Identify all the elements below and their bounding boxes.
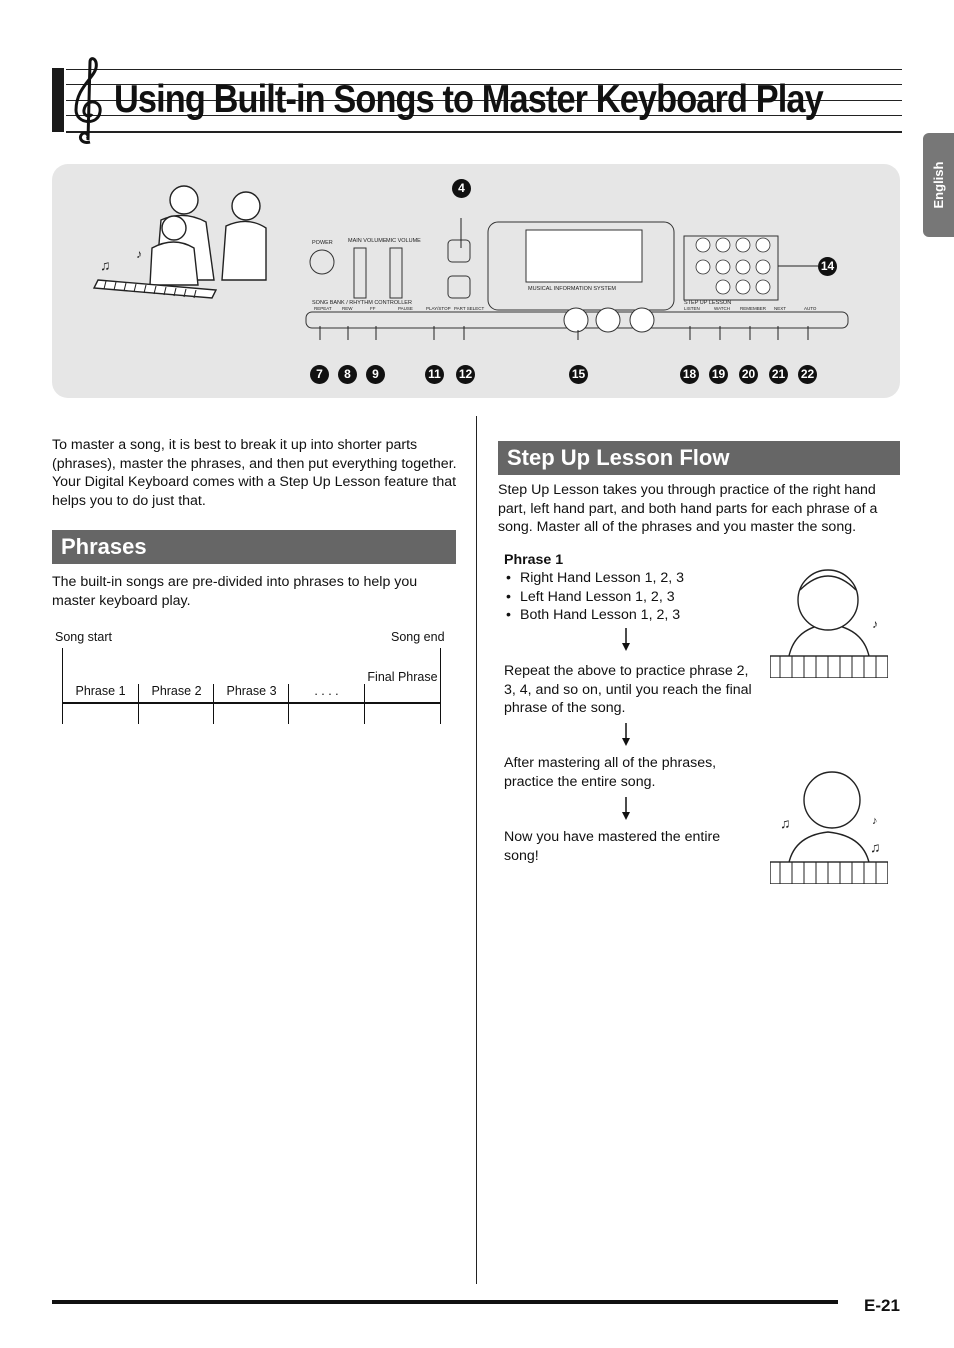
panel-label-power: POWER xyxy=(312,240,333,246)
phrase-cell-3: Phrase 3 xyxy=(226,684,277,698)
language-tab-label: English xyxy=(931,161,946,209)
step-up-heading: Step Up Lesson Flow xyxy=(498,441,900,475)
down-arrow-icon xyxy=(621,797,631,821)
people-singing-illustration xyxy=(66,170,276,300)
svg-text:♪: ♪ xyxy=(872,815,878,827)
panel-button-rew: REW xyxy=(342,306,353,311)
lesson-list xyxy=(504,569,684,625)
panel-button-play-stop: PLAY/STOP xyxy=(426,306,451,311)
panel-button-next: NEXT xyxy=(774,306,787,311)
lesson-item: • Right Hand Lesson 1, 2, 3 xyxy=(504,569,684,588)
intro-paragraph: To master a song, it is best to break it up into shorter parts (phrases), master the phrases, and then put everything together. Your Digital Keyboard comes with a Step Up Lesson feature that helps you to do just that. xyxy=(52,437,457,509)
flow-step-4: Now you have mastered the entire song! xyxy=(504,829,721,864)
callout-19: 19 xyxy=(709,365,728,384)
phrase-cell-ellipsis: . . . . xyxy=(314,684,339,698)
column-divider xyxy=(476,416,477,1284)
panel-button-part-select: PART SELECT xyxy=(454,306,485,311)
panel-label-controller: SONG BANK / RHYTHM CONTROLLER xyxy=(312,300,412,306)
footer-rule xyxy=(52,1300,838,1304)
svg-text:♫: ♫ xyxy=(870,839,881,855)
phrase-1-label: Phrase 1 xyxy=(504,552,564,568)
callout-8: 8 xyxy=(338,365,357,384)
down-arrow-icon xyxy=(621,628,631,652)
svg-text:♪: ♪ xyxy=(872,617,878,631)
callout-20: 20 xyxy=(739,365,758,384)
phrases-paragraph: The built-in songs are pre-divided into phrases to help you master keyboard play. xyxy=(52,574,418,609)
child-happy-illustration xyxy=(770,766,888,884)
callout-21: 21 xyxy=(769,365,788,384)
callout-15: 15 xyxy=(569,365,588,384)
callout-14: 14 xyxy=(818,257,837,276)
flow-step-3: After mastering all of the phrases, practice the entire song. xyxy=(504,755,717,790)
panel-button-pause: PAUSE xyxy=(398,306,413,311)
song-start-label: Song start xyxy=(55,630,112,644)
svg-text:♫: ♫ xyxy=(100,257,111,273)
child-practicing-illustration xyxy=(770,562,888,678)
callout-11: 11 xyxy=(425,365,444,384)
page-title: Using Built-in Songs to Master Keyboard Play xyxy=(114,78,823,121)
treble-clef-icon xyxy=(68,54,108,146)
phrase-cell-2: Phrase 2 xyxy=(151,684,202,698)
keyboard-control-panel xyxy=(300,218,860,340)
panel-label-mic-volume: MIC VOLUME xyxy=(386,238,421,244)
callout-4: 4 xyxy=(452,179,471,198)
panel-button-ff: FF xyxy=(370,306,376,311)
panel-label-mis: MUSICAL INFORMATION SYSTEM xyxy=(528,286,617,292)
song-end-label: Song end xyxy=(391,630,445,644)
callout-22: 22 xyxy=(798,365,817,384)
page-number: E-21 xyxy=(864,1296,900,1315)
phrase-cell-final: Final Phrase xyxy=(367,670,438,684)
language-tab[interactable] xyxy=(923,133,954,237)
step-up-intro: Step Up Lesson takes you through practice of the right hand part, left hand part, and both hand parts for each phrase of a song. Master all of the phrases and you master the song. xyxy=(498,482,878,536)
callout-7: 7 xyxy=(310,365,329,384)
down-arrow-icon xyxy=(621,723,631,747)
panel-label-step-up: STEP UP LESSON xyxy=(684,300,732,306)
phrases-heading: Phrases xyxy=(52,530,456,564)
panel-button-remember: REMEMBER xyxy=(740,306,767,311)
panel-label-main-volume: MAIN VOLUME xyxy=(348,238,387,244)
lesson-item: • Both Hand Lesson 1, 2, 3 xyxy=(504,606,684,625)
title-bar xyxy=(52,68,64,132)
svg-text:♪: ♪ xyxy=(136,247,142,261)
panel-button-watch: WATCH xyxy=(714,306,730,311)
callout-18: 18 xyxy=(680,365,699,384)
phrase-cell-1: Phrase 1 xyxy=(75,684,126,698)
lesson-item: • Left Hand Lesson 1, 2, 3 xyxy=(504,588,684,607)
callout-12: 12 xyxy=(456,365,475,384)
panel-button-auto: AUTO xyxy=(804,306,817,311)
svg-text:♫: ♫ xyxy=(780,815,791,831)
panel-button-repeat: REPEAT xyxy=(314,306,332,311)
callout-9: 9 xyxy=(366,365,385,384)
panel-button-listen: LISTEN xyxy=(684,306,700,311)
flow-step-2: Repeat the above to practice phrase 2, 3, 4, and so on, until you reach the final phrase of the song. xyxy=(504,663,752,717)
